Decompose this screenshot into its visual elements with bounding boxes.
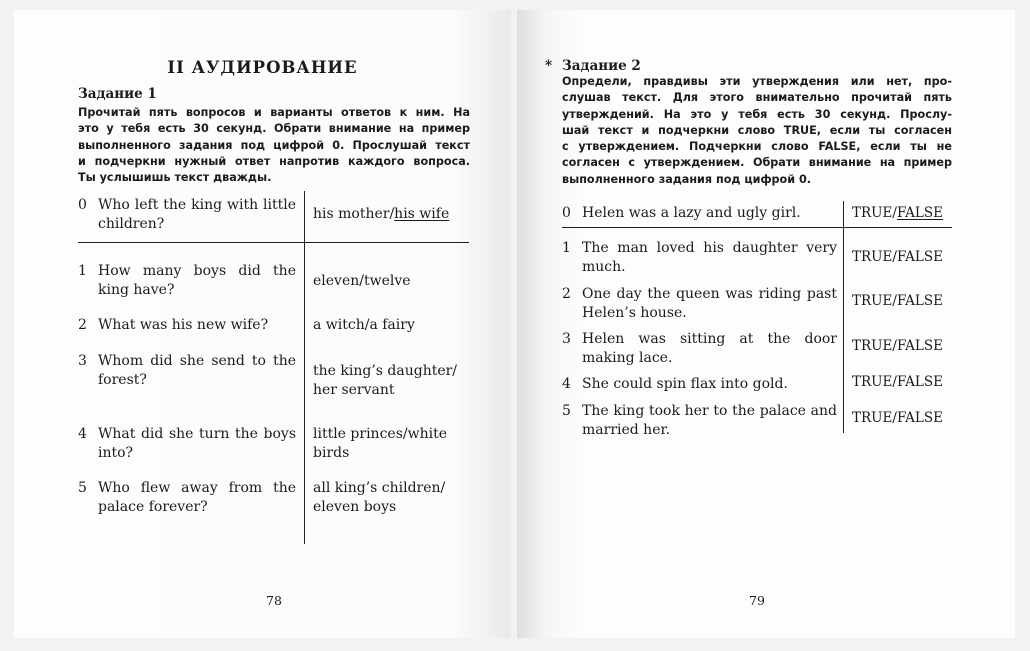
question-row-3 (78, 352, 296, 389)
task-1-title: Задание 1 (78, 86, 157, 102)
instruction-line: утверждений. На это у тебя есть 30 секунд. Прослу- (562, 107, 952, 121)
question-row-1 (78, 262, 296, 299)
true-false-row-5: TRUE/FALSE (852, 410, 943, 426)
answer-option: his mother/ (313, 206, 395, 222)
instruction-line: слушав текст. Для этого внимательно прочитай пять (562, 91, 952, 105)
instruction-line: выполненного задания под цифрой 0. Прослушай текст (78, 138, 470, 152)
question-text: Who left the king with little children? (98, 197, 296, 232)
page-number: 79 (749, 593, 765, 608)
false-underlined: FALSE (896, 205, 943, 221)
statement-row-3 (562, 330, 837, 367)
true-false-row-1: TRUE/FALSE (852, 249, 943, 265)
instruction-line: с утверждением. Подчеркни слово FALSE, если ты не (562, 140, 952, 154)
instruction-line: согласен с утверждением. Обрати внимание на пример (562, 156, 952, 170)
question-number: 2 (78, 317, 87, 333)
statement-text: Helen was a lazy and ugly girl. (582, 205, 801, 221)
answer-underlined: his wife (394, 206, 450, 222)
instruction-line: Определи, правдивы эти утверждения или нет, про- (562, 75, 952, 88)
question-row-4 (78, 425, 296, 462)
statement-number: 2 (562, 286, 571, 302)
table-divider-vertical (843, 201, 844, 433)
answer-row-4: little princes/white birds (313, 426, 447, 461)
instruction-line: и подчеркни нужный ответ напротив каждого вопроса. (78, 154, 470, 168)
question-text: Who flew away from the palace forever? (98, 480, 296, 515)
table-divider-vertical (304, 191, 305, 544)
statement-row-2 (562, 285, 837, 322)
answer-row-5: all king’s children/ eleven boys (313, 480, 446, 515)
statement-row-5 (562, 402, 837, 439)
answer-row-0 (313, 205, 449, 224)
question-text: Whom did she send to the forest? (98, 353, 296, 388)
question-row-0 (78, 196, 296, 233)
section-title: II АУДИРОВАНИЕ (167, 58, 358, 77)
true-false-row-4: TRUE/FALSE (852, 374, 943, 390)
question-number: 4 (78, 426, 87, 442)
instruction-line: Ты услышишь текст дважды. (78, 171, 272, 185)
instruction-line: выполненного задания под цифрой 0. (562, 172, 812, 186)
question-number: 3 (78, 353, 87, 369)
question-row-2 (78, 316, 296, 335)
answer-row-1: eleven/twelve (313, 273, 411, 289)
question-text: How many boys did the king have? (98, 263, 296, 298)
question-row-5 (78, 479, 296, 516)
question-number: 5 (78, 480, 87, 496)
question-text: What was his new wife? (98, 317, 269, 333)
statement-text: She could spin flax into gold. (582, 376, 788, 392)
statement-number: 4 (562, 376, 571, 392)
statement-text: The king took her to the palace and married her. (582, 403, 837, 438)
instruction-line: это у тебя есть 30 секунд. Обрати внимание на пример (78, 122, 470, 136)
task-2-instructions (562, 74, 952, 188)
true-false-row-2: TRUE/FALSE (852, 293, 943, 309)
true-false-row-3: TRUE/FALSE (852, 338, 943, 354)
instruction-line: Прочитай пять вопросов и варианты ответов к ним. На (78, 106, 470, 119)
statement-row-0 (562, 204, 837, 223)
answer-row-2: a witch/a fairy (313, 317, 415, 333)
statement-row-4 (562, 375, 837, 394)
task-2-title: Задание 2 (562, 58, 641, 74)
task-1-instructions (78, 105, 470, 186)
statement-row-1 (562, 239, 837, 276)
table-divider-horizontal (78, 242, 469, 243)
statement-text: One day the queen was riding past Helen’s house. (582, 286, 837, 321)
asterisk-mark: * (545, 58, 553, 74)
statement-number: 0 (562, 205, 571, 221)
true-false-option: TRUE/ (852, 205, 897, 221)
true-false-row-0 (852, 205, 943, 221)
answer-row-3: the king’s daughter/ her servant (313, 363, 458, 398)
statement-text: Helen was sitting at the door making lace. (582, 331, 837, 366)
left-page (14, 10, 511, 638)
statement-number: 3 (562, 331, 571, 347)
statement-text: The man loved his daughter very much. (582, 240, 837, 275)
instruction-line: шай текст и подчеркни слово TRUE, если ты согласен (562, 123, 952, 137)
statement-number: 1 (562, 240, 571, 256)
question-number: 0 (78, 197, 87, 213)
page-number: 78 (266, 593, 282, 608)
table-divider-horizontal (562, 227, 952, 228)
question-text: What did she turn the boys into? (98, 426, 296, 461)
question-number: 1 (78, 263, 87, 279)
right-page (517, 10, 1015, 638)
statement-number: 5 (562, 403, 571, 419)
